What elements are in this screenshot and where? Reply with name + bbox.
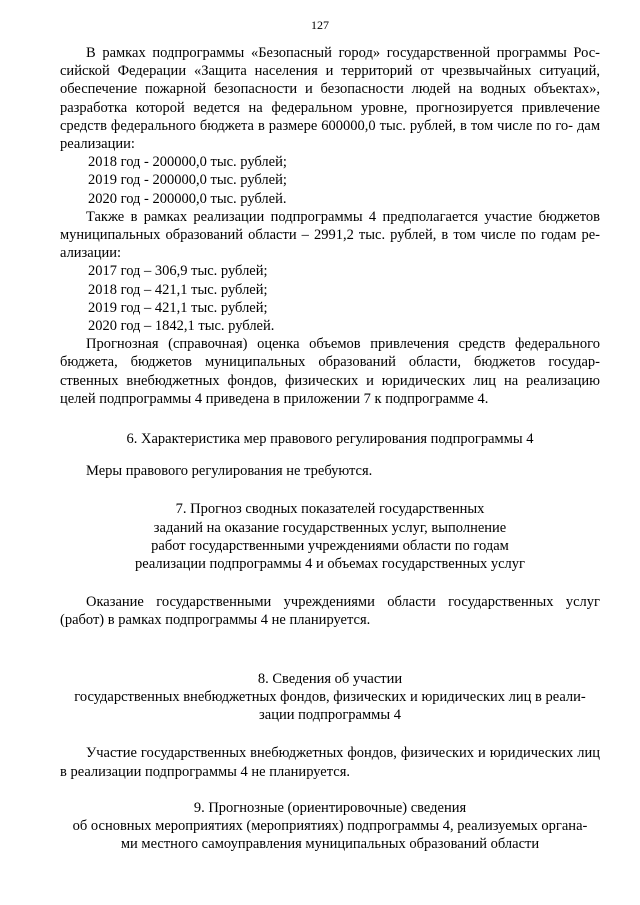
section-8-text: [60, 744, 600, 780]
intro-line: обеспечение пожарной безопасности и безопасности людей на водных объектах»,: [60, 81, 600, 98]
section-8-text-line: лиц в реализации подпрограммы 4 не планируется.: [60, 745, 600, 780]
intro-line: средств федерального бюджета в размере 600000,0 тыс. рублей, в том числе по го-: [60, 117, 573, 134]
municipal-line: Также в рамках реализации подпрограммы 4 предполагается участие бюджетов: [86, 208, 600, 225]
municipal-year-item: 2017 год – 306,9 тыс. рублей;: [88, 263, 268, 280]
section-7-heading-line: работ государственными учреждениями области по годам: [151, 537, 509, 554]
forecast-paragraph: [60, 335, 600, 408]
municipal-paragraph: [60, 208, 600, 263]
section-7-heading-line: реализации подпрограммы 4 и объемах государственных услуг: [135, 556, 525, 573]
section-7-text-line: Оказание государственными учреждениями области государственных услуг: [86, 594, 600, 611]
federal-years-list: [60, 153, 600, 208]
section-7-heading: [60, 500, 600, 573]
section-7-heading-line: заданий на оказание государственных услуг, выполнение: [153, 519, 507, 536]
section-8-text-line: Участие государственных внебюджетных фондов, физических и юридических: [86, 745, 574, 762]
municipal-years-list: [60, 262, 600, 335]
municipal-year-item: 2018 год – 421,1 тыс. рублей;: [88, 281, 268, 298]
forecast-line: бюджета, бюджетов муниципальных образований области, бюджетов государ-: [60, 354, 600, 371]
municipal-line: ализации:: [60, 245, 122, 262]
intro-line: сийской Федерации «Защита населения и территорий от чрезвычайных ситуаций,: [60, 63, 600, 80]
federal-year-item: 2019 год - 200000,0 тыс. рублей;: [88, 172, 287, 189]
section-8-heading-line: 8. Сведения об участии: [257, 670, 403, 687]
section-8-heading-line: зации подпрограммы 4: [259, 707, 401, 724]
forecast-line: ственных внебюджетных фондов, физических и юридических лиц на реализацию: [60, 372, 600, 389]
section-8-heading: [60, 670, 600, 725]
section-6-heading: 6. Характеристика мер правового регулирования подпрограммы 4: [126, 431, 534, 448]
intro-paragraph: [60, 44, 600, 153]
section-6-text: Меры правового регулирования не требуются.: [86, 463, 373, 480]
federal-year-item: 2020 год - 200000,0 тыс. рублей.: [88, 190, 287, 207]
document-body: [60, 44, 600, 853]
municipal-line: муниципальных образований области – 2991,2 тыс. рублей, в том числе по годам ре-: [60, 227, 600, 244]
section-9-heading-line: ми местного самоуправления муниципальных образований области: [120, 836, 540, 853]
intro-line: В рамках подпрограммы «Безопасный город» государственной программы Рос-: [86, 45, 600, 61]
municipal-year-item: 2020 год – 1842,1 тыс. рублей.: [88, 318, 275, 335]
section-9-heading-line: об основных мероприятиях (мероприятиях) подпрограммы 4, реализуемых органа-: [72, 817, 588, 834]
forecast-line: целей подпрограммы 4 приведена в приложении 7 к подпрограмме 4.: [60, 390, 489, 407]
section-7-text: [60, 593, 600, 629]
intro-line: разработка которой ведется на федеральном уровне, прогнозируется привлечение: [60, 99, 600, 116]
forecast-line: Прогнозная (справочная) оценка объемов привлечения средств федерального: [86, 336, 600, 353]
page-number: 127: [311, 18, 329, 32]
section-7-text-line: (работ) в рамках подпрограммы 4 не планируется.: [60, 612, 371, 629]
section-8-heading-line: государственных внебюджетных фондов, физических и юридических лиц в реали-: [74, 688, 586, 705]
intro-line: дам реализации:: [60, 117, 601, 153]
section-9-heading-line: 9. Прогнозные (ориентировочные) сведения: [193, 799, 467, 816]
federal-year-item: 2018 год - 200000,0 тыс. рублей;: [88, 154, 287, 171]
section-9-heading: [60, 799, 600, 854]
section-7-heading-line: 7. Прогноз сводных показателей государственных: [175, 501, 485, 518]
municipal-year-item: 2019 год – 421,1 тыс. рублей;: [88, 299, 268, 316]
